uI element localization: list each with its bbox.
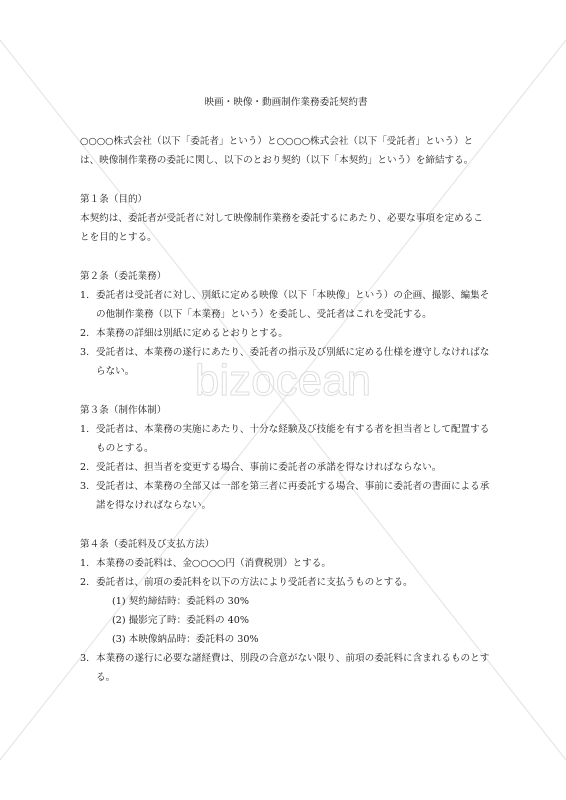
- clause-item: [80, 573, 492, 649]
- clause-text: 委託者は、前項の委託料を以下の方法により受託者に支払うものとする。: [96, 577, 413, 588]
- payment-schedule-item: (3) 本映像納品時：委託料の 30%: [112, 634, 259, 645]
- clause-item: [80, 324, 492, 343]
- clause-text: 受託者は、担当者を変更する場合、事前に委託者の承諾を得なければならない。: [96, 462, 442, 473]
- clause-item: [80, 420, 492, 458]
- clause-item: [80, 649, 492, 687]
- article-1: [80, 190, 492, 247]
- clause-item: [80, 477, 492, 515]
- clause-text: 委託者は受託者に対し、別紙に定める映像（以下「本映像」という）の企画、撮影、編集その他制作業務（以下「本業務」という）を委託し、受託者はこれを受託する。: [96, 290, 490, 320]
- payment-schedule-item: (2) 撮影完了時：委託料の 40%: [112, 615, 249, 626]
- payment-schedule-list: [96, 592, 492, 649]
- clause-number: 3.: [80, 347, 90, 358]
- clause-text: 本業務の遂行に必要な諸経費は、別段の合意がない限り、前項の委託料に含まれるものとする。: [96, 653, 490, 683]
- payment-schedule-item: (1) 契約締結時：委託料の 30%: [112, 596, 249, 607]
- article-heading: 第３条（制作体制）: [80, 405, 167, 416]
- clause-item: [80, 554, 492, 573]
- clause-number: 1.: [80, 290, 90, 301]
- clause-text: 本業務の委託料は、金○○○○円（消費税別）とする。: [96, 558, 331, 569]
- document-page: [80, 93, 492, 687]
- clause-number: 3.: [80, 653, 90, 664]
- preamble: ○○○○株式会社（以下「委託者」という）と○○○○株式会社（以下「受託者」という）とは、映像制作業務の委託に関し、以下のとおり契約（以下「本契約」という）を締結する。: [80, 136, 474, 166]
- clause-text: 受託者は、本業務の全部又は一部を第三者に再委託する場合、事前に委託者の書面による承諾を得なければならない。: [96, 481, 490, 511]
- clause-list: [80, 420, 492, 515]
- article-4: [80, 535, 492, 687]
- article-heading: 第２条（委託業務）: [80, 271, 167, 282]
- clause-number: 1.: [80, 424, 90, 435]
- document-title: 映画・映像・動画制作業務委託契約書: [204, 97, 368, 108]
- clause-item: [80, 286, 492, 324]
- clause-text: 受託者は、本業務の実施にあたり、十分な経験及び技能を有する者を担当者として配置するものとする。: [96, 424, 490, 454]
- clause-number: 2.: [80, 328, 90, 339]
- article-2: [80, 267, 492, 381]
- clause-list: [80, 286, 492, 381]
- clause-number: 2.: [80, 577, 90, 588]
- article-3: [80, 401, 492, 515]
- clause-text: 受託者は、本業務の遂行にあたり、委託者の指示及び別紙に定める仕様を遵守しなければならない。: [96, 347, 490, 377]
- article-body: 本契約は、委託者が受託者に対して映像制作業務を委託するにあたり、必要な事項を定めることを目的とする。: [80, 213, 483, 243]
- clause-number: 1.: [80, 558, 90, 569]
- clause-number: 2.: [80, 462, 90, 473]
- article-heading: 第４条（委託料及び支払方法）: [80, 539, 215, 550]
- clause-number: 3.: [80, 481, 90, 492]
- clause-text: 本業務の詳細は別紙に定めるとおりとする。: [96, 328, 288, 339]
- clause-item: [80, 458, 492, 477]
- article-heading: 第１条（目的）: [80, 194, 148, 205]
- articles: [80, 190, 492, 687]
- clause-list: [80, 554, 492, 687]
- clause-item: [80, 343, 492, 381]
- watermark-text: bizocean: [194, 356, 372, 405]
